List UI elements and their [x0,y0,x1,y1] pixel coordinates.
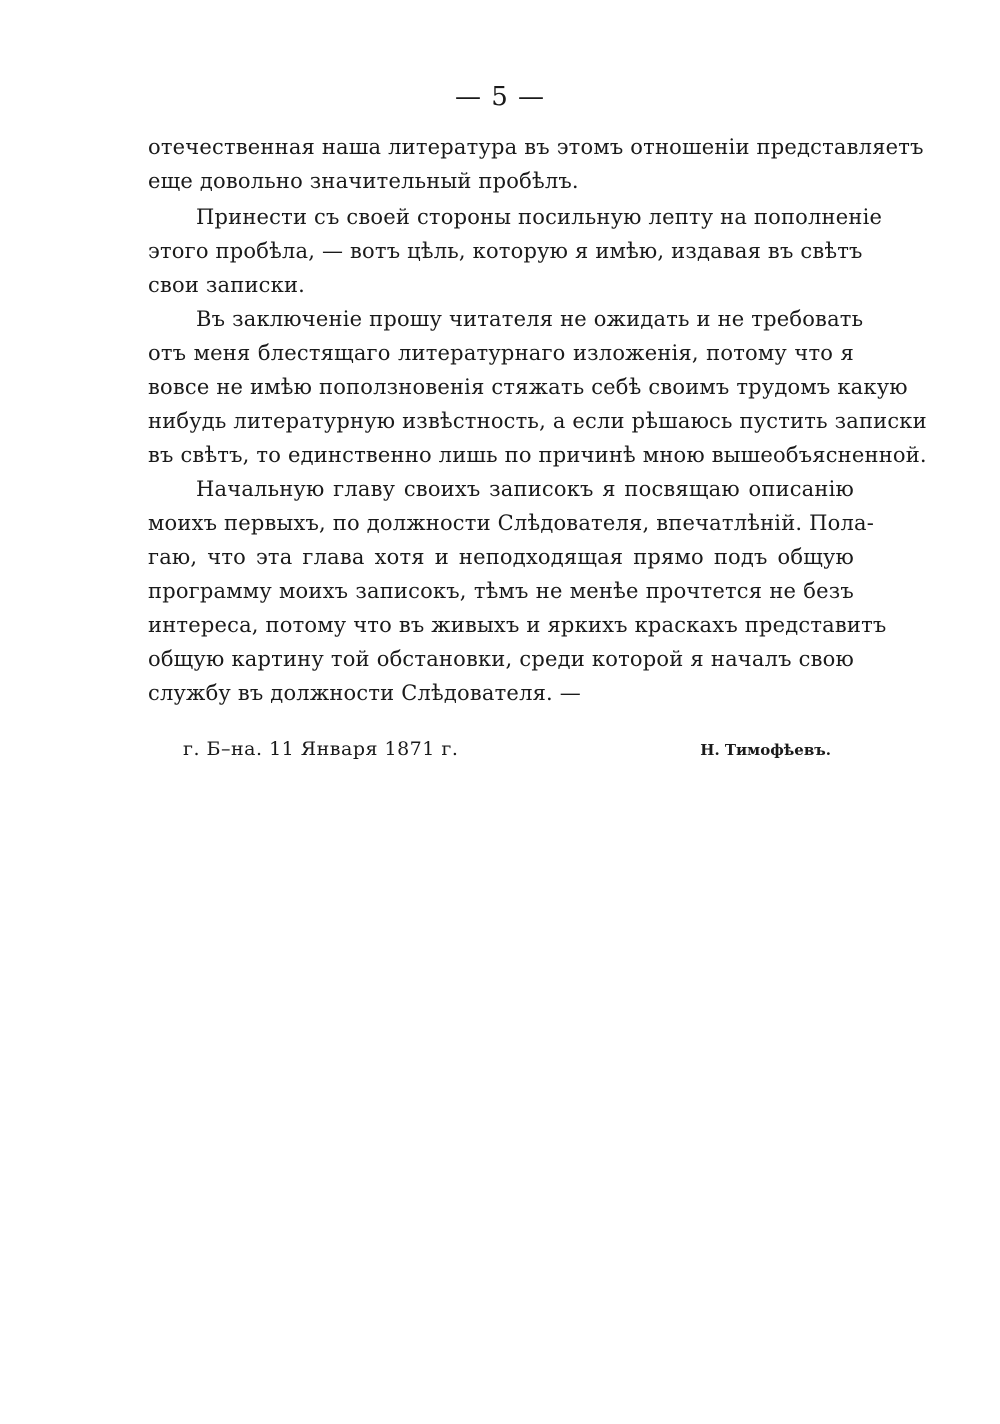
text-line: Принести съ своей стороны посильную лепту на пополненiе [196,205,883,229]
text-line: этого пробѣла, — вотъ цѣль, которую я имѣю, издавая въ свѣтъ [148,239,863,263]
text-line: интереса, потому что въ живыхъ и яркихъ краскахъ представитъ [148,613,887,637]
place-date: г. Б–на. 11 Января 1871 г. [183,738,459,760]
text-line: службу въ должности Слѣдователя. — [148,681,582,705]
author-signature: Н. Тимофѣевъ. [700,741,831,759]
paragraph-1 [148,130,924,198]
text-line: отъ меня блестящаго литературнаго изложенiя, потому что я [148,341,854,365]
page-number: — 5 — [454,82,546,112]
text-line: Въ заключенiе прошу читателя не ожидать и не требовать [196,307,864,331]
text-line: въ свѣтъ, то единственно лишь по причинѣ мною вышеобъясненной. [148,443,927,467]
paragraph-4 [148,472,887,710]
text-line: общую картину той обстановки, среди которой я началъ свою [148,647,854,671]
text-line: Начальную главу своихъ записокъ я посвящаю описанiю [196,477,854,501]
text-line: нибудь литературную извѣстность, а если рѣшаюсь пустить записки [148,409,927,433]
text-line: программу моихъ записокъ, тѣмъ не менѣе прочтется не безъ [148,579,854,603]
paragraph-2 [148,200,883,302]
paragraph-3 [148,302,927,472]
text-line: свои записки. [148,273,306,297]
text-line: еще довольно значительный пробѣлъ. [148,169,579,193]
text-line: вовсе не имѣю поползновенiя стяжать себѣ своимъ трудомъ какую [148,375,908,399]
text-line: отечественная наша литература въ этомъ отношенiи представляетъ [148,135,924,159]
text-line: гаю, что эта глава хотя и неподходящая прямо подъ общую [148,545,854,569]
text-line: моихъ первыхъ, по должности Слѣдователя, впечатлѣнiй. Пола- [148,511,875,535]
signature-row [183,738,831,770]
